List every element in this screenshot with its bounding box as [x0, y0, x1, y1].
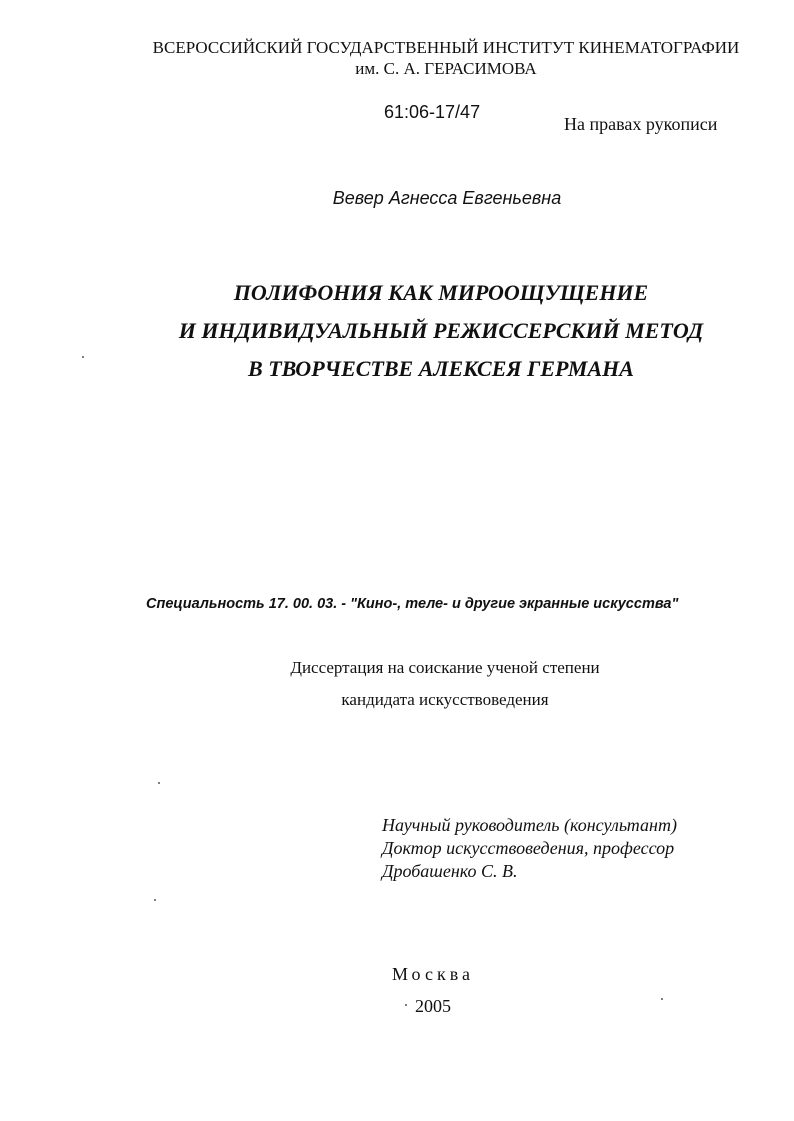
institution-header	[0, 37, 794, 79]
institution-name: ВСЕРОССИЙСКИЙ ГОСУДАРСТВЕННЫЙ ИНСТИТУТ КИНЕМАТОГРАФИИ	[152, 38, 740, 57]
supervisor-role: Научный руководитель (консультант)	[382, 815, 677, 835]
rights-note: На правах рукописи	[564, 114, 718, 134]
dissertation-title	[0, 274, 794, 388]
degree-line-2: кандидата искусствоведения	[341, 690, 549, 709]
scan-speck	[158, 782, 160, 784]
supervisor-block	[382, 814, 677, 883]
scan-speck	[82, 356, 84, 358]
scan-speck	[154, 899, 156, 901]
title-line-3: В ТВОРЧЕСТВЕ АЛЕКСЕЯ ГЕРМАНА	[248, 356, 634, 381]
institution-named-after: им. С. А. ГЕРАСИМОВА	[355, 59, 537, 78]
degree-line-1: Диссертация на соискание ученой степени	[290, 658, 600, 677]
scan-speck	[405, 1004, 407, 1006]
specialty-line: Специальность 17. 00. 03. - "Кино-, теле- и другие экранные искусства"	[146, 596, 679, 612]
author-name: Вевер Агнесса Евгеньевна	[332, 188, 562, 208]
scan-speck	[661, 998, 663, 1000]
degree-statement	[0, 652, 794, 716]
title-line-1: ПОЛИФОНИЯ КАК МИРООЩУЩЕНИЕ	[233, 280, 649, 305]
supervisor-degree: Доктор искусствоведения, профессор	[382, 838, 675, 858]
year: 2005	[415, 996, 451, 1016]
title-line-2: И ИНДИВИДУАЛЬНЫЙ РЕЖИССЕРСКИЙ МЕТОД	[178, 318, 704, 343]
supervisor-name: Дробашенко С. В.	[382, 861, 518, 881]
city: Москва	[392, 964, 474, 984]
catalog-code: 61:06-17/47	[384, 102, 481, 122]
